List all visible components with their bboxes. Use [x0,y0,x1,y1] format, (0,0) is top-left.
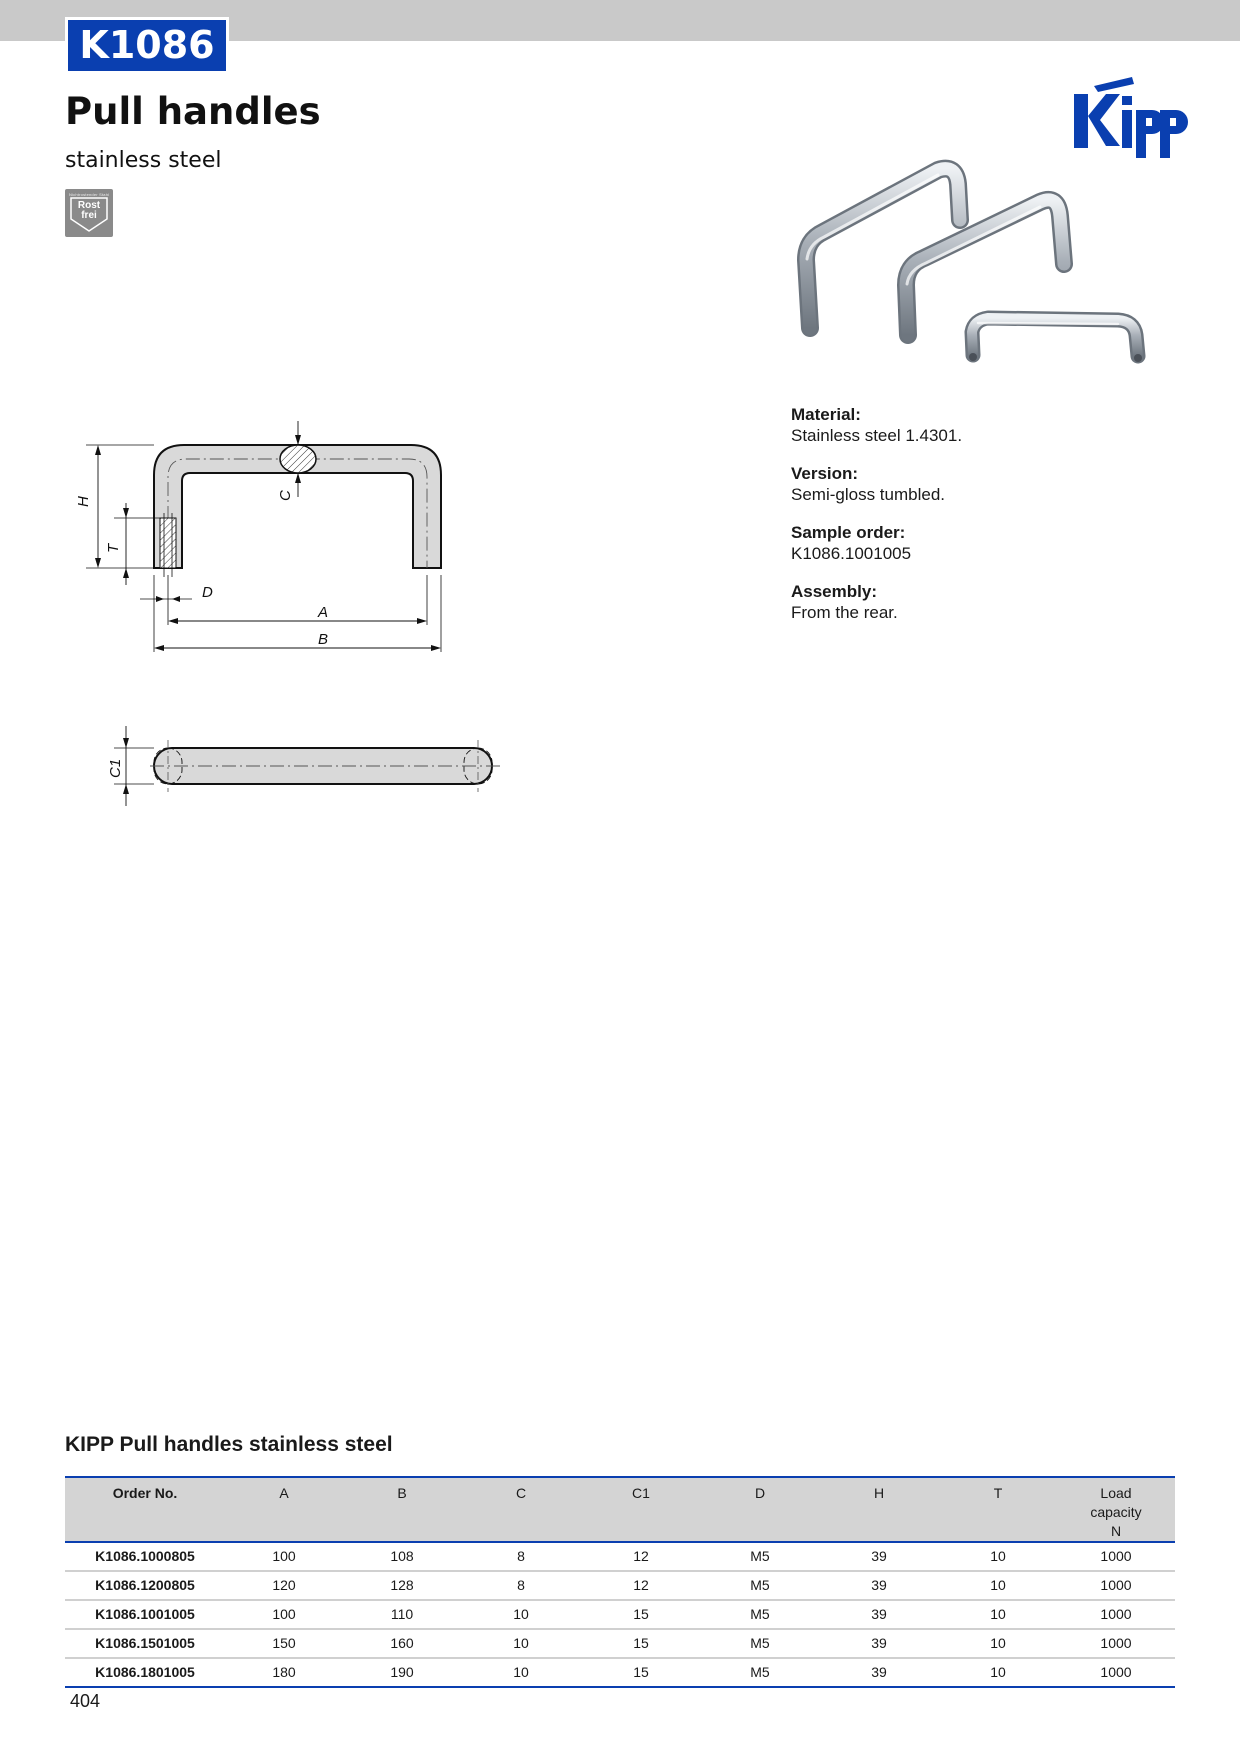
cell-c: 8 [461,1542,581,1571]
cell-order-no: K1086.1001005 [65,1600,225,1629]
cell-c1: 12 [581,1542,701,1571]
col-t: T [939,1477,1057,1542]
cell-c: 10 [461,1600,581,1629]
product-code-box [65,17,229,74]
cell-d: M5 [701,1571,819,1600]
cell-load: 1000 [1057,1542,1175,1571]
table-row [65,1542,1175,1571]
cell-h: 39 [819,1571,939,1600]
page-subtitle: stainless steel [65,148,222,173]
page-title: Pull handles [65,90,321,133]
dim-label-h: H [75,496,92,507]
table-row [65,1658,1175,1687]
cell-c1: 15 [581,1658,701,1687]
info-label: Sample order: [791,523,906,542]
dim-label-b: B [318,631,329,648]
info-label: Material: [791,405,861,424]
info-value: K1086.1001005 [791,544,912,563]
col-order-no: Order No. [65,1477,225,1542]
cell-t: 10 [939,1629,1057,1658]
cell-a: 150 [225,1629,343,1658]
product-code: K1086 [68,20,226,71]
cell-c1: 12 [581,1571,701,1600]
dim-label-t: T [105,543,122,553]
info-material [791,404,1151,447]
cell-c: 10 [461,1629,581,1658]
info-value: From the rear. [791,603,898,622]
info-assembly [791,581,1151,624]
cell-h: 39 [819,1600,939,1629]
col-h: H [819,1477,939,1542]
info-sample-order [791,522,1151,565]
dim-label-a: A [318,604,329,621]
product-info [791,404,1151,640]
cell-load: 1000 [1057,1629,1175,1658]
technical-drawing-top [100,720,510,810]
info-value: Stainless steel 1.4301. [791,426,963,445]
cell-h: 39 [819,1542,939,1571]
cell-t: 10 [939,1571,1057,1600]
badge-word-1: Rost [77,200,101,211]
info-value: Semi-gloss tumbled. [791,485,946,504]
cell-b: 110 [343,1600,461,1629]
cell-d: M5 [701,1629,819,1658]
cell-load: 1000 [1057,1658,1175,1687]
info-label: Version: [791,464,859,483]
cell-b: 128 [343,1571,461,1600]
table-row [65,1600,1175,1629]
dim-label-c1: C1 [107,758,124,778]
cell-b: 108 [343,1542,461,1571]
table-title: KIPP Pull handles stainless steel [65,1433,393,1456]
cell-order-no: K1086.1000805 [65,1542,225,1571]
cell-b: 190 [343,1658,461,1687]
cell-t: 10 [939,1600,1057,1629]
dim-label-c: C [277,490,294,501]
product-photo [788,160,1168,372]
cell-t: 10 [939,1542,1057,1571]
col-d: D [701,1477,819,1542]
cell-d: M5 [701,1542,819,1571]
col-load-capacity: Load capacity N [1057,1477,1175,1542]
cell-c: 10 [461,1658,581,1687]
badge-word-2: frei [81,210,97,221]
info-label: Assembly: [791,582,877,601]
spec-table [65,1476,1175,1688]
col-c1: C1 [581,1477,701,1542]
cell-load: 1000 [1057,1571,1175,1600]
cell-h: 39 [819,1629,939,1658]
cell-d: M5 [701,1658,819,1687]
kipp-logo [1072,74,1186,160]
technical-drawing-front [75,415,510,660]
cell-order-no: K1086.1801005 [65,1658,225,1687]
cell-c1: 15 [581,1629,701,1658]
page-number: 404 [70,1691,101,1711]
cell-c1: 15 [581,1600,701,1629]
col-a: A [225,1477,343,1542]
cell-h: 39 [819,1658,939,1687]
info-version [791,463,1151,506]
col-b: B [343,1477,461,1542]
cell-d: M5 [701,1600,819,1629]
table-row [65,1571,1175,1600]
badge-caption: Nichtrostender Stahl [69,192,110,197]
cell-t: 10 [939,1658,1057,1687]
table-header-row [65,1477,1175,1542]
cell-a: 100 [225,1542,343,1571]
table-row [65,1629,1175,1658]
cell-order-no: K1086.1501005 [65,1629,225,1658]
dim-label-d: D [202,584,213,601]
cell-a: 180 [225,1658,343,1687]
kipp-logo-icon [1072,74,1186,160]
cell-b: 160 [343,1629,461,1658]
cell-load: 1000 [1057,1600,1175,1629]
col-c: C [461,1477,581,1542]
cell-a: 100 [225,1600,343,1629]
cell-c: 8 [461,1571,581,1600]
cell-a: 120 [225,1571,343,1600]
rostfrei-badge-icon [65,189,113,237]
cell-order-no: K1086.1200805 [65,1571,225,1600]
